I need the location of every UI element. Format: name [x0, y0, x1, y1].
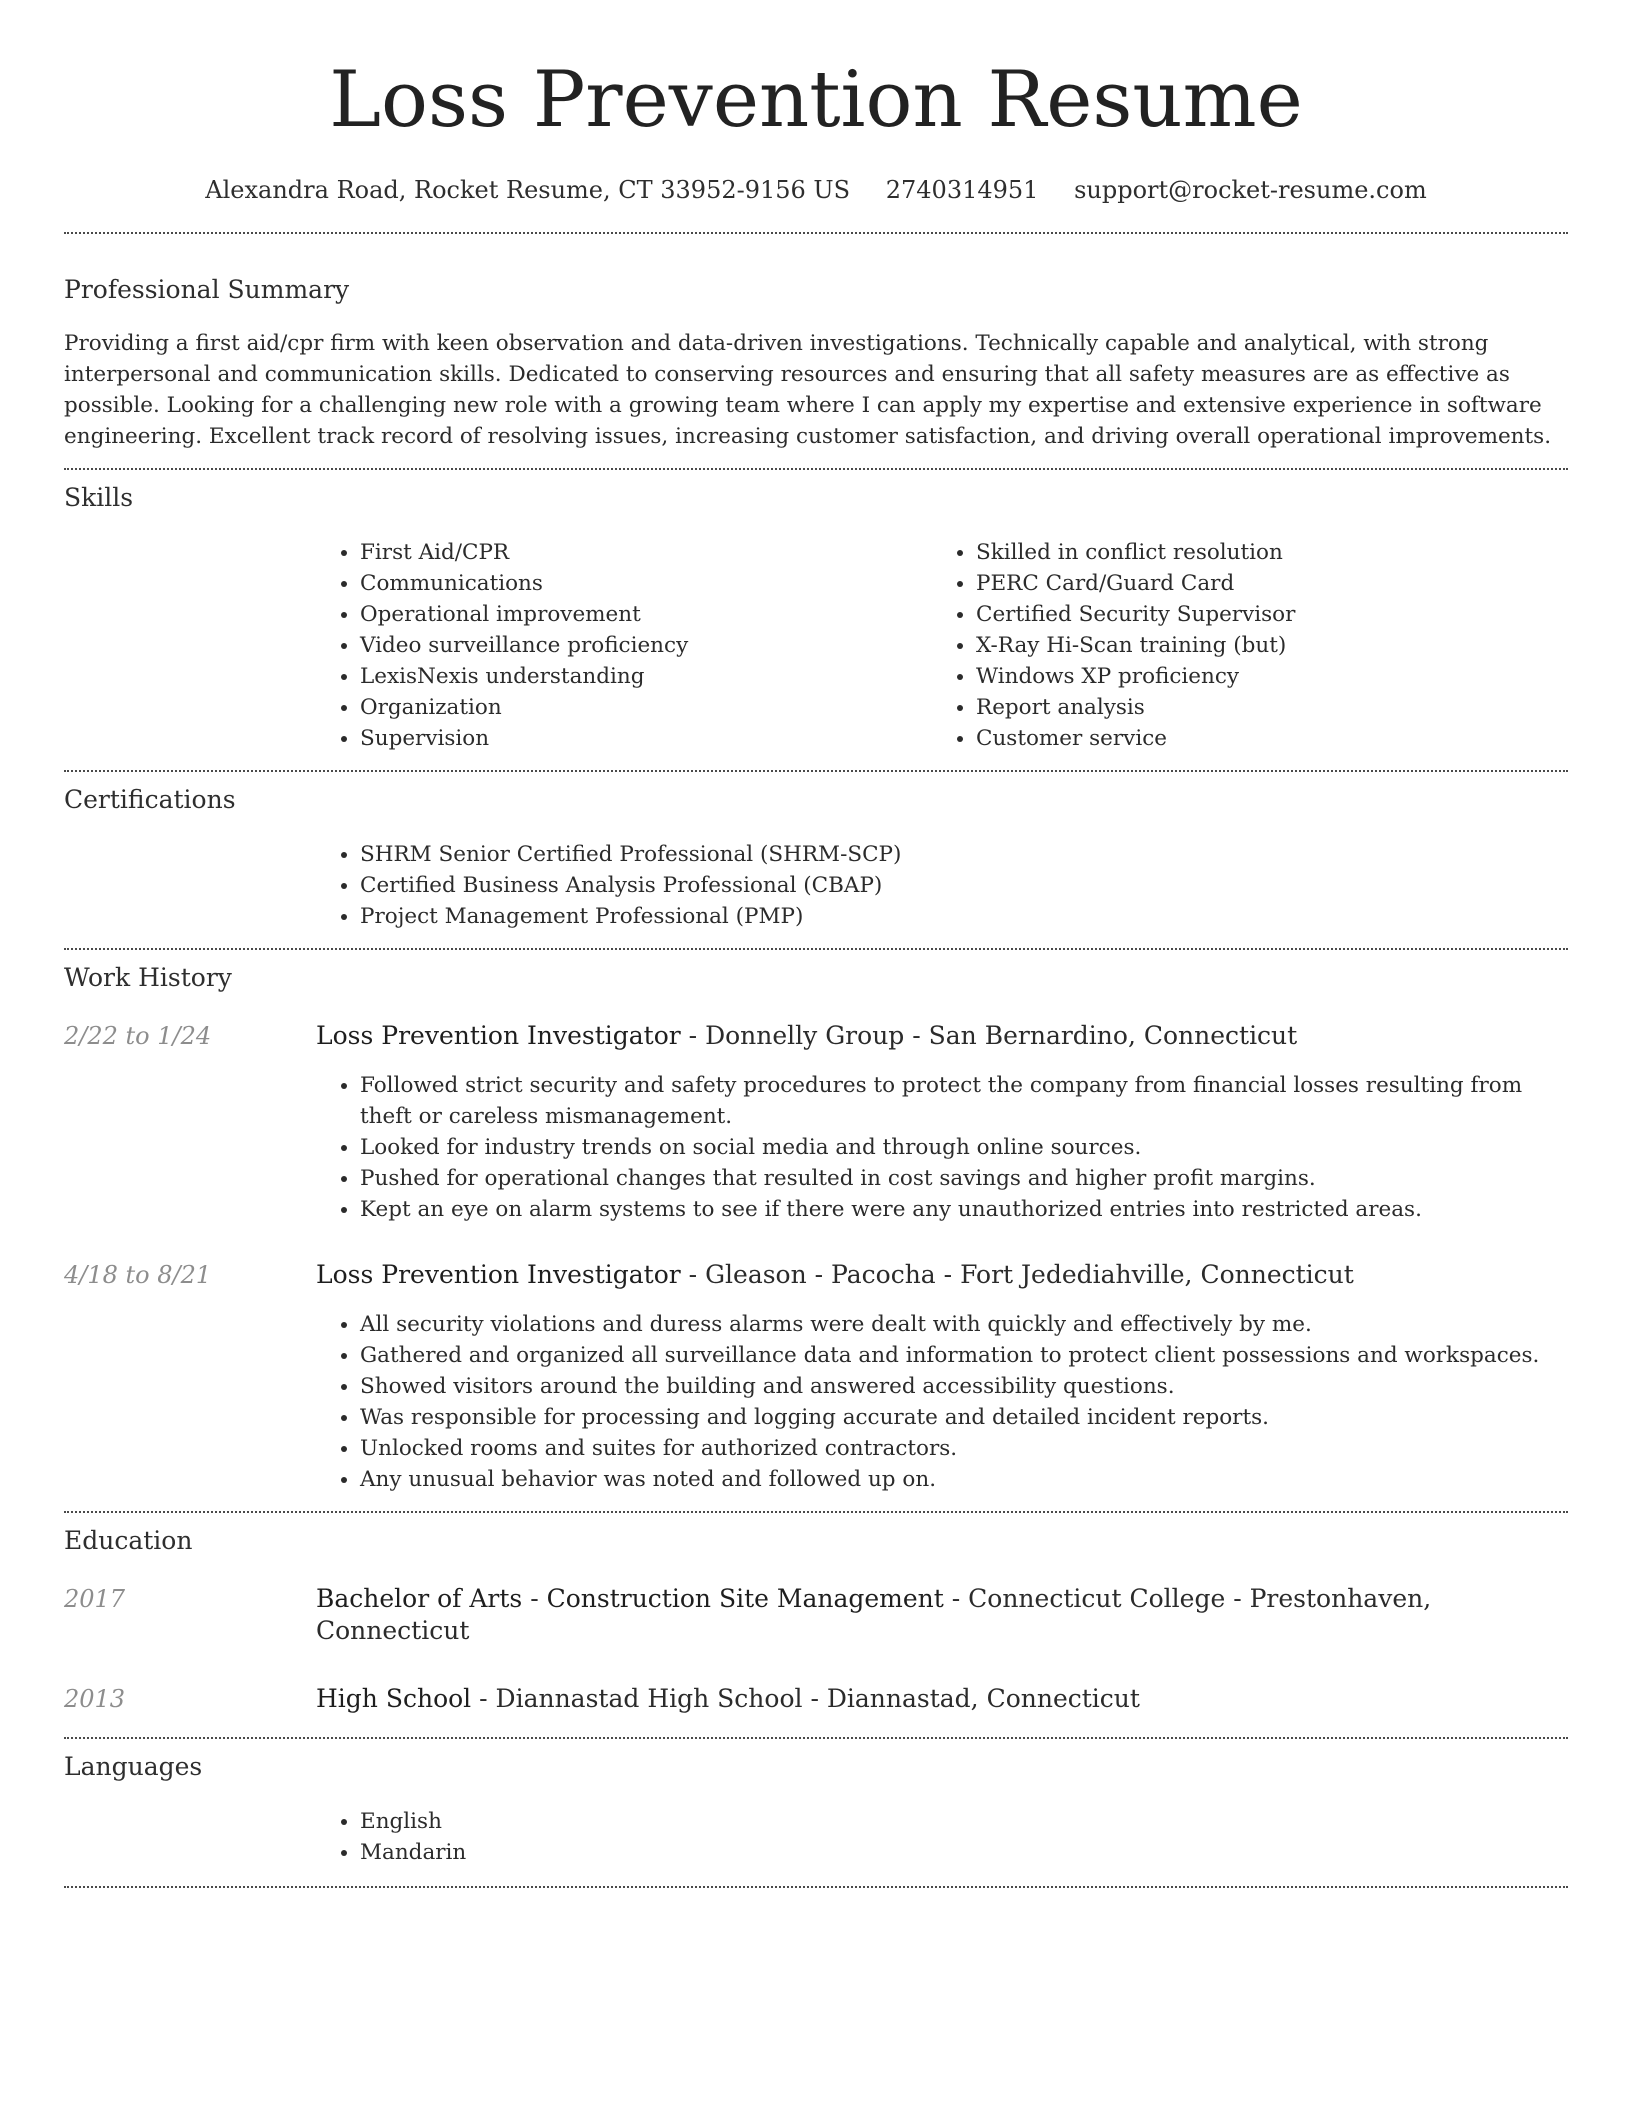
job-duty: • Any unusual behavior was noted and followed up on.	[360, 1464, 1568, 1495]
section-title-certifications: Certifications	[64, 785, 236, 814]
job-duty: • Was responsible for processing and logging accurate and detailed incident reports.	[360, 1402, 1568, 1433]
job-duty: • Showed visitors around the building and answered accessibility questions.	[360, 1371, 1568, 1402]
section-title-education: Education	[64, 1526, 193, 1555]
education-degree: Bachelor of Arts	[316, 1584, 523, 1613]
section-title-languages: Languages	[64, 1752, 203, 1781]
language-item: • English	[360, 1806, 1568, 1837]
skill-item: • Customer service	[976, 723, 1548, 754]
skills-column-left	[316, 537, 932, 754]
separator: -	[935, 1260, 961, 1289]
separator: -	[802, 1684, 827, 1713]
skill-item: • Certified Security Supervisor	[976, 599, 1548, 630]
skill-item: • Skilled in conflict resolution	[976, 537, 1548, 568]
section-title-work-history: Work History	[64, 963, 232, 992]
education-location: Diannastad, Connecticut	[826, 1684, 1140, 1713]
skill-item: • Operational improvement	[360, 599, 932, 630]
languages-block	[316, 1806, 1568, 1868]
contact-line	[64, 173, 1568, 207]
education-school: Diannastad High School	[495, 1684, 803, 1713]
skills-list-right	[932, 537, 1548, 754]
certification-item: • Certified Business Analysis Professional (CBAP)	[360, 870, 1568, 901]
job-duty: • Followed strict security and safety procedures to protect the company from financial losses resulting from theft or careless mismanagement.	[360, 1070, 1568, 1132]
section-title-summary: Professional Summary	[64, 275, 350, 304]
job-company: Donnelly Group	[705, 1021, 905, 1050]
certifications-section	[64, 772, 1568, 932]
separator: -	[1225, 1584, 1250, 1613]
skill-item: • Supervision	[360, 723, 932, 754]
skills-column-right	[932, 537, 1548, 754]
skill-item: • Organization	[360, 692, 932, 723]
education-year: 2013	[64, 1685, 126, 1713]
education-entry	[64, 1583, 1568, 1647]
skills-grid	[316, 537, 1568, 754]
job-entry	[64, 1020, 1568, 1225]
job-location: Fort Jedediahville, Connecticut	[960, 1260, 1354, 1289]
separator: -	[904, 1021, 929, 1050]
job-duties	[316, 1309, 1568, 1495]
education-year: 2017	[64, 1585, 126, 1613]
skills-section	[64, 470, 1568, 754]
skill-item: • Communications	[360, 568, 932, 599]
summary-section	[64, 234, 1568, 452]
skill-item: • X-Ray Hi-Scan training (but)	[976, 630, 1548, 661]
job-heading	[316, 1259, 1568, 1291]
job-role: Loss Prevention Investigator	[316, 1021, 681, 1050]
skill-item: • LexisNexis understanding	[360, 661, 932, 692]
contact-phone: 2740314951	[885, 176, 1039, 204]
education-school: Connecticut College	[968, 1584, 1226, 1613]
job-duty: • Pushed for operational changes that resulted in cost savings and higher profit margins.	[360, 1163, 1568, 1194]
job-duty: • Gathered and organized all surveillance data and information to protect client possessions and workspaces.	[360, 1340, 1568, 1371]
contact-address: Alexandra Road, Rocket Resume, CT 33952-9156 US	[205, 176, 851, 204]
summary-text: Providing a first aid/cpr firm with keen observation and data-driven investigations. Technically capable and analytical, with strong interpersonal and communication skills. Dedicated to conserving resources and ensuring that all safety measures are as effective as possible. Looking for a challenging new role with a growing team where I can apply my expertise and extensive experience in software engineering. Excellent track record of resolving issues, increasing customer satisfaction, and driving overall operational improvements.	[64, 331, 1552, 449]
job-duties	[316, 1070, 1568, 1225]
separator: -	[680, 1021, 706, 1050]
job-duty: • Unlocked rooms and suites for authorized contractors.	[360, 1433, 1568, 1464]
education-degree: High School	[316, 1684, 472, 1713]
separator: -	[471, 1684, 496, 1713]
certification-item: • SHRM Senior Certified Professional (SHRM-SCP)	[360, 839, 1568, 870]
job-dates: 2/22 to 1/24	[64, 1022, 212, 1050]
job-dates: 4/18 to 8/21	[64, 1261, 212, 1289]
divider	[64, 1886, 1568, 1888]
resume-title: Loss Prevention Resume	[329, 55, 1303, 145]
job-duty: • All security violations and duress alarms were dealt with quickly and effectively by me.	[360, 1309, 1568, 1340]
job-body	[316, 1020, 1568, 1225]
job-duty: • Looked for industry trends on social media and through online sources.	[360, 1132, 1568, 1163]
education-field: Construction Site Management	[546, 1584, 944, 1613]
skill-item: • Video surveillance proficiency	[360, 630, 932, 661]
job-company: Gleason - Pacocha	[705, 1260, 936, 1289]
education-location: Prestonhaven, Connecticut	[316, 1584, 1432, 1645]
skills-list-left	[316, 537, 932, 754]
languages-list	[316, 1806, 1568, 1868]
certification-item: • Project Management Professional (PMP)	[360, 901, 1568, 932]
education-section	[64, 1513, 1568, 1715]
job-location: San Bernardino, Connecticut	[928, 1021, 1298, 1050]
skill-item: • First Aid/CPR	[360, 537, 932, 568]
education-heading	[316, 1583, 1568, 1647]
certifications-block	[316, 839, 1568, 932]
work-history-section	[64, 950, 1568, 1495]
skill-item: • PERC Card/Guard Card	[976, 568, 1548, 599]
job-body	[316, 1259, 1568, 1495]
education-entry	[64, 1683, 1568, 1715]
job-duty: • Kept an eye on alarm systems to see if there were any unauthorized entries into restricted areas.	[360, 1194, 1568, 1225]
separator: -	[680, 1260, 706, 1289]
job-heading	[316, 1020, 1568, 1052]
language-item: • Mandarin	[360, 1837, 1568, 1868]
job-entry	[64, 1259, 1568, 1495]
separator: -	[522, 1584, 547, 1613]
job-role: Loss Prevention Investigator	[316, 1260, 681, 1289]
education-heading	[316, 1683, 1568, 1715]
separator: -	[943, 1584, 969, 1613]
skill-item: • Windows XP proficiency	[976, 661, 1548, 692]
section-title-skills: Skills	[64, 483, 134, 512]
certifications-list	[316, 839, 1568, 932]
languages-section	[64, 1739, 1568, 1868]
contact-email: support@rocket-resume.com	[1074, 176, 1427, 204]
skill-item: • Report analysis	[976, 692, 1548, 723]
